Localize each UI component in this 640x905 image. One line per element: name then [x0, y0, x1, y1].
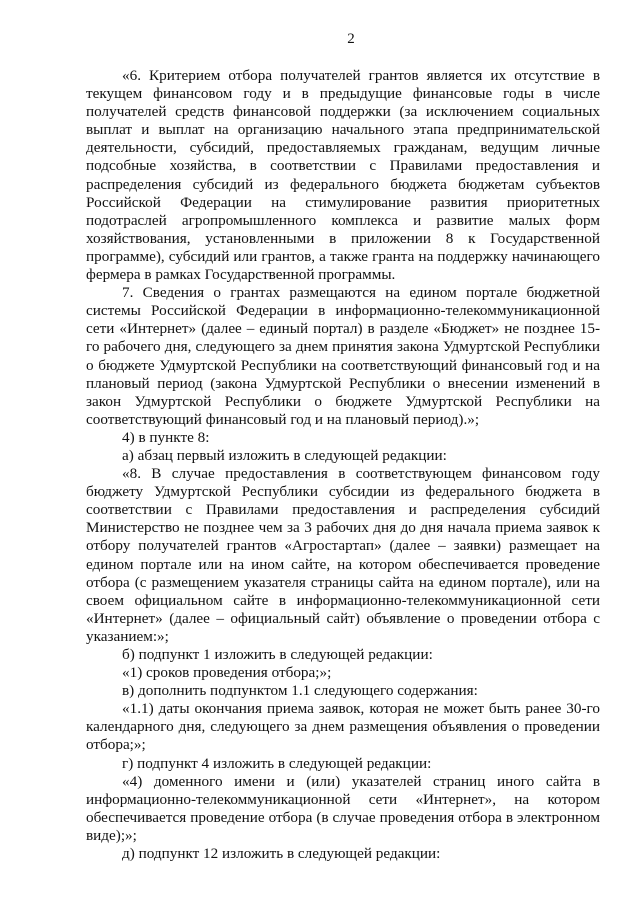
paragraph-announcement-8: «8. В случае предоставления в соответствующем финансовом году бюджету Удмуртской Республики субсидии из федерального бюджета в соответствии с Правилами предоставления и распределения субсидий Министерство не позднее чем за 3 рабочих дня до дня начала приема заявок к отбору получателей грантов «Агростартап» (далее – заявки) размещает на едином портале или на ином сайте, на котором обеспечивается проведение отбора (с размещением указателя страницы сайта на едином портале), или на своем официальном сайте в информационно-телекоммуникационной сети «Интернет» (далее – официальный сайт) объявление о проведении отбора с указанием:»; [86, 465, 600, 645]
paragraph-item-4: 4) в пункте 8: [122, 428, 210, 446]
paragraph-selection-terms: «1) сроков проведения отбора;»; [122, 664, 332, 682]
paragraph-subitem-b: б) подпункт 1 изложить в следующей редакции: [122, 646, 433, 663]
paragraph-domain-name-4: «4) доменного имени и (или) указателей страниц иного сайта в информационно-телекоммуникационной сети «Интернет», на котором обеспечивается проведение отбора (в случае проведения отбора в электронном виде);»; [86, 772, 600, 844]
paragraph-criterion-6: «6. Критерием отбора получателей грантов является их отсутствие в текущем финансовом году и в предыдущие финансовые годы в числе получателей средств финансовой поддержки (за исключением социальных выплат и выплат на организацию начального этапа предпринимательской деятельности, субсидий, предоставляемых гражданам, ведущим личные подсобные хозяйства, в соответствии с Правилами предоставления и распределения субсидий из федерального бюджета бюджетам субъектов Российской Федерации на стимулирование развития приоритетных подотраслей агропромышленного комплекса и развитие малых форм хозяйствования, установленными в приложении 8 к Государственной программе), субсидий или грантов, а также гранта на поддержку начинающего фермера в рамках Государственной программы. [86, 67, 600, 284]
paragraph-subitem-v: в) дополнить подпунктом 1.1 следующего содержания: [122, 682, 478, 700]
paragraph-subitem-a: а) абзац первый изложить в следующей редакции: [122, 446, 447, 464]
page-number: 2 [347, 31, 355, 47]
paragraph-subitem-g: г) подпункт 4 изложить в следующей редакции: [122, 754, 432, 772]
paragraph-deadline-1-1: «1.1) даты окончания приема заявок, которая не может быть ранее 30-го календарного дня, следующего за днем размещения объявления о проведении отбора;»; [86, 700, 600, 754]
paragraph-subitem-d: д) подпункт 12 изложить в следующей редакции: [122, 845, 441, 863]
document-page [86, 30, 600, 863]
paragraph-grants-info-7: 7. Сведения о грантах размещаются на едином портале бюджетной системы Российской Федерации в информационно-телекоммуникационной сети «Интернет» (далее – единый портал) в разделе «Бюджет» не позднее 15-го рабочего дня, следующего за днем принятия закона Удмуртской Республики о бюджете Удмуртской Республики на соответствующий финансовый год и на плановый период (закона Удмуртской Республики о внесении изменений в закон Удмуртской Республики о бюджете Удмуртской Республики на соответствующий финансовый год и на плановый период).»; [86, 284, 600, 428]
